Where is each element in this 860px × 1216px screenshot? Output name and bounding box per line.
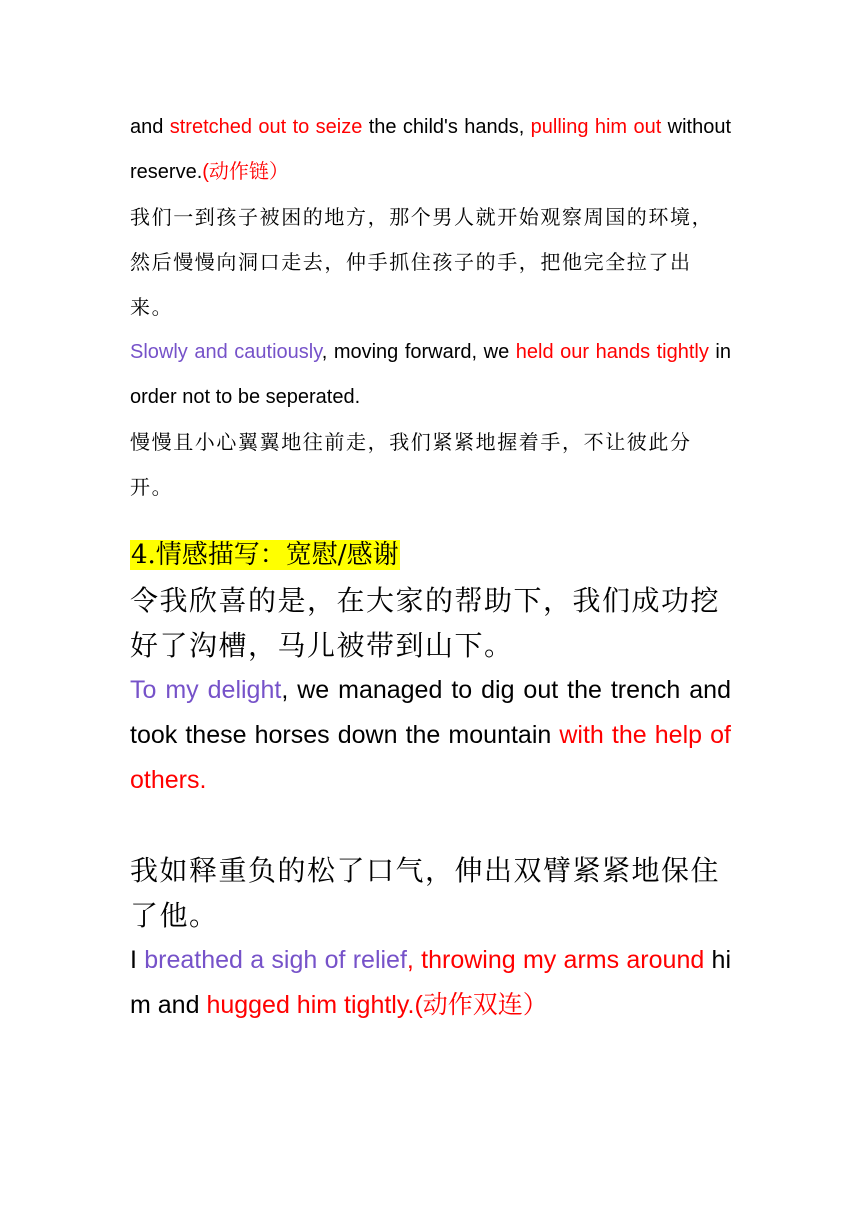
highlighted-phrase: pulling him out xyxy=(530,116,662,138)
english-paragraph-delight xyxy=(130,668,731,803)
section-heading xyxy=(130,534,400,576)
chinese-paragraph-relief: 我如释重负的松了口气，伸出双臂紧紧地保住了他。 xyxy=(130,854,721,932)
english-paragraph-walking xyxy=(130,330,731,420)
text-span: and xyxy=(130,116,170,138)
chinese-paragraph-rescue: 我们一到孩子被困的地方，那个男人就开始观察周国的环境，然后慢慢向洞口走去，仲手抓住孩子的手，把他完全拉了出来。 xyxy=(130,205,714,319)
section-heading-text: 4.情感描写：宽慰/感谢 xyxy=(131,540,399,570)
highlighted-phrase: breathed a sigh of relief xyxy=(144,946,407,974)
text-span: I xyxy=(130,946,145,974)
chinese-paragraph-delight: 令我欣喜的是，在大家的帮助下，我们成功挖好了沟槽，马儿被带到山下。 xyxy=(130,584,721,662)
highlighted-phrase: hugged him tightly. xyxy=(206,991,415,1019)
annotation-note: (动作双连） xyxy=(414,991,548,1019)
chinese-paragraph-walking: 慢慢且小心翼翼地往前走，我们紧紧地握着手，不让彼此分开。 xyxy=(130,430,692,499)
highlighted-phrase: Slowly and cautiously xyxy=(130,341,322,363)
text-span: , moving forward, we xyxy=(321,341,516,363)
text-span: the child's hands, xyxy=(362,116,531,138)
text-span: without reserve. xyxy=(130,116,731,183)
highlighted-phrase: To my delight xyxy=(130,676,282,704)
annotation-note: (动作链） xyxy=(202,161,289,183)
highlighted-phrase: , throwing my arms around xyxy=(406,946,705,974)
english-paragraph-rescue xyxy=(130,105,731,195)
highlighted-phrase: held our hands tightly xyxy=(515,341,709,363)
text-span: , we managed to dig out the trench and took these horses down the mountain xyxy=(130,676,731,749)
text-span: in order not to be seperated. xyxy=(130,341,731,408)
highlighted-phrase: stretched out to seize xyxy=(169,116,363,138)
text-span: him and xyxy=(130,946,732,1019)
highlighted-phrase: with the help of others. xyxy=(130,721,731,794)
english-paragraph-relief xyxy=(130,938,731,1028)
